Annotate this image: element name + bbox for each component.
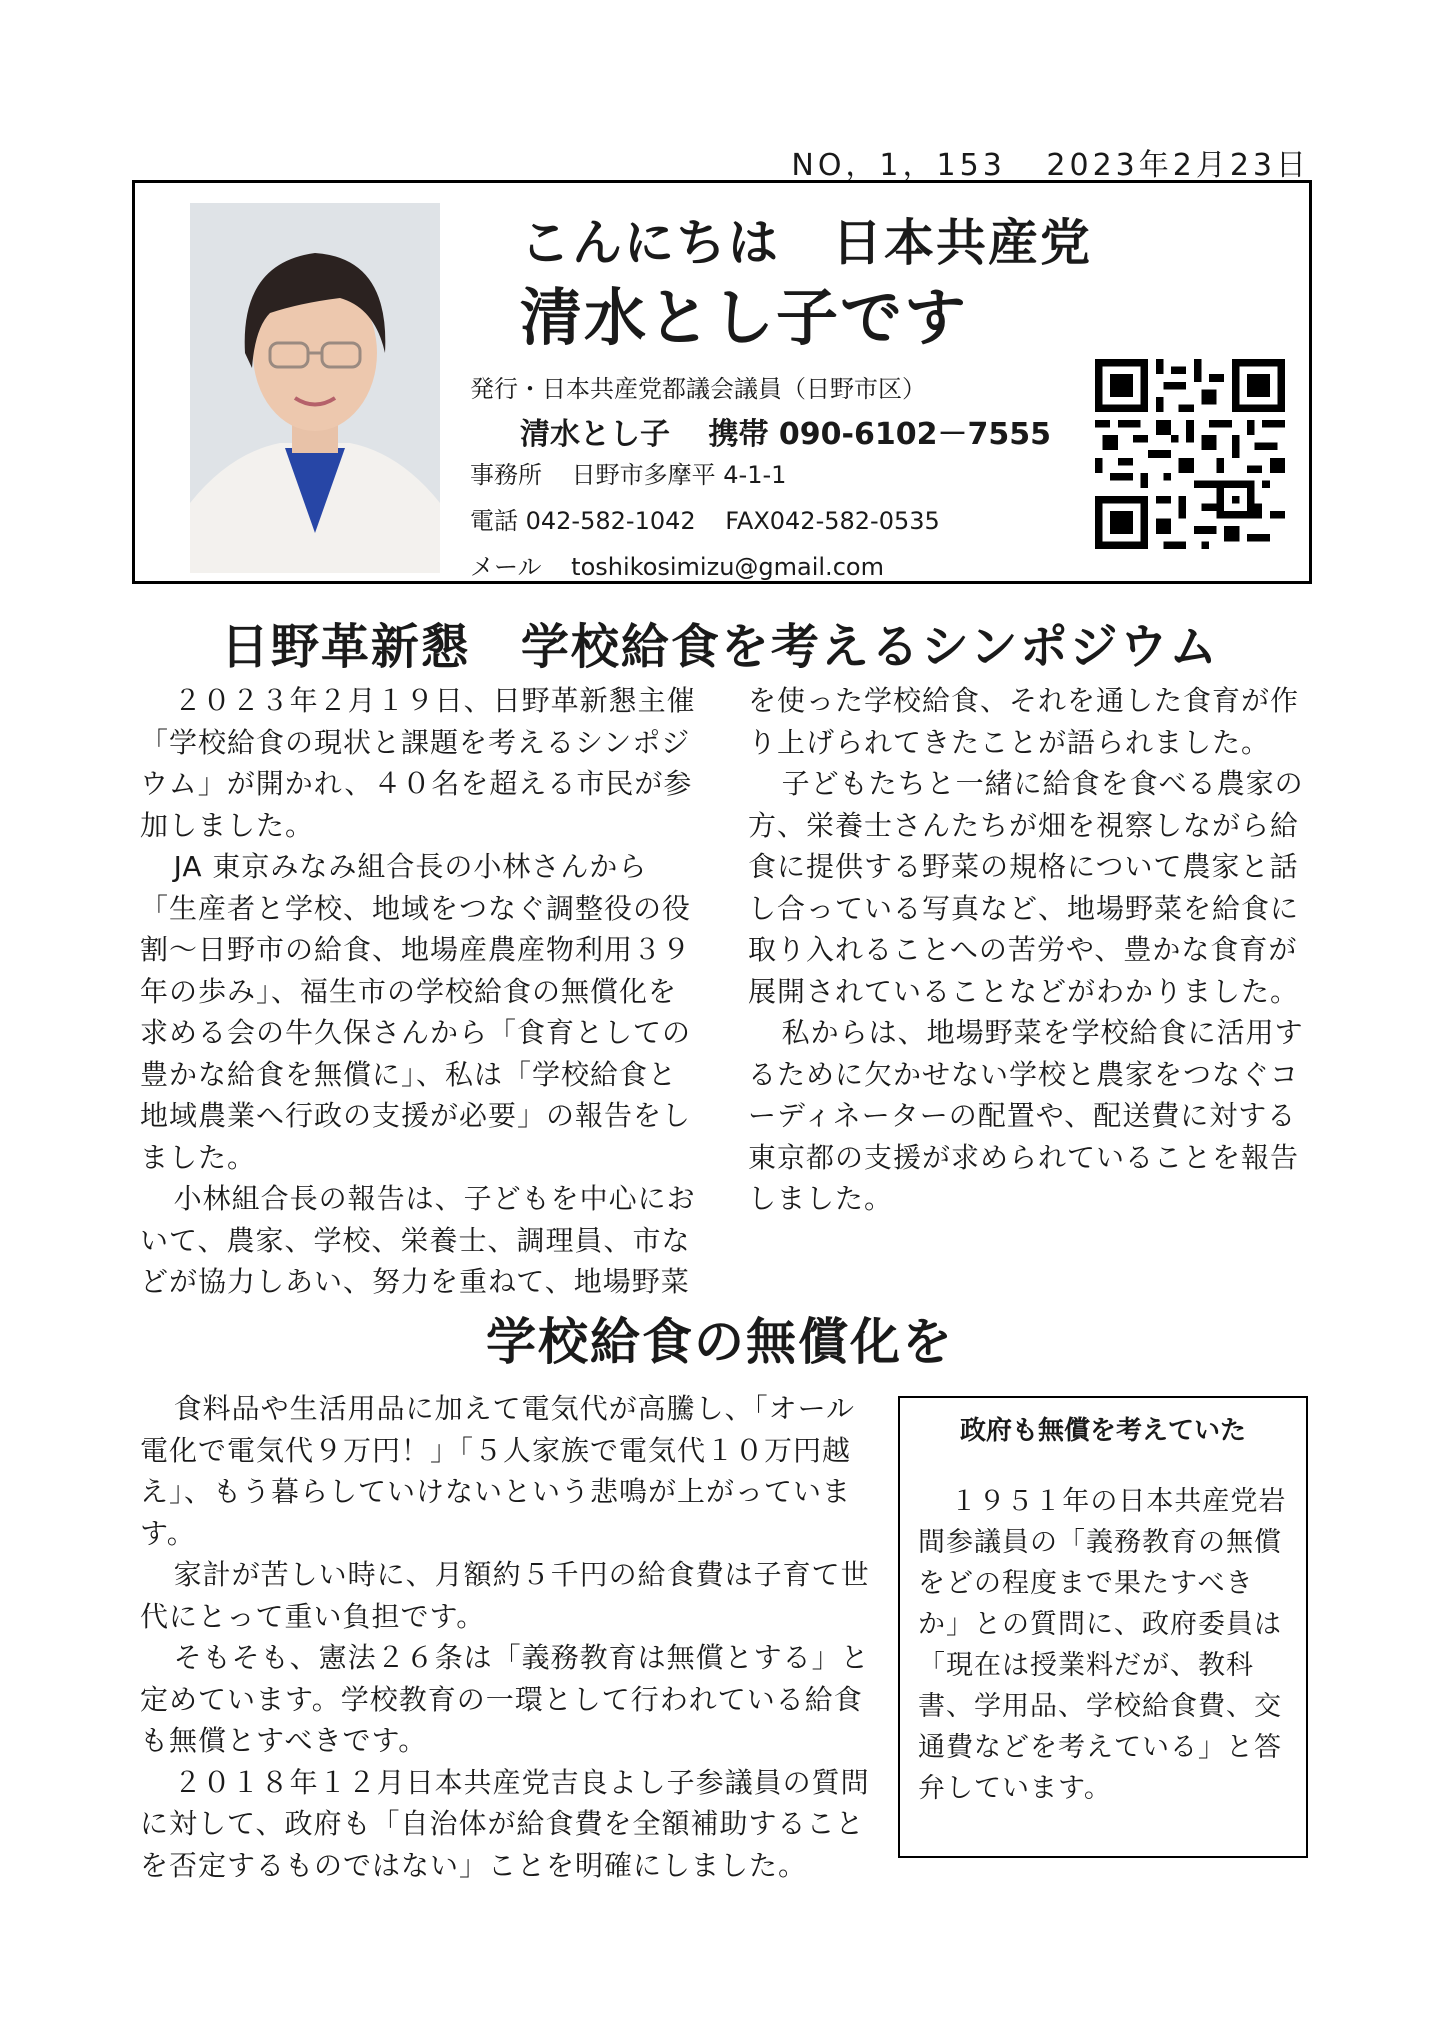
article1-headline: 日野革新懇 学校給食を考えるシンポジウム xyxy=(220,619,1220,675)
paragraph: 食料品や生活用品に加えて電気代が高騰し、「オール電化で電気代９万円！」「５人家族で電気代１０万円越え」、もう暮らしていけないという悲鳴が上がっています。 xyxy=(140,1392,856,1550)
office-line xyxy=(470,455,808,490)
phone-line xyxy=(470,501,962,536)
name-title: 清水とし子です xyxy=(520,281,969,354)
contact-line xyxy=(520,409,1079,453)
paragraph-continuation: を使った学校給食、それを通した食育が作り上げられてきたことが語られました。 xyxy=(748,684,1300,759)
paragraph: 子どもたちと一緒に給食を食べる農家の方、栄養士さんたちが畑を視察しながら給食に提供する野菜の規格について農家と話し合っている写真など、地場野菜を給食に取り入れることへの苦労や、豊かな食育が展開されていることなどがわかりました。 xyxy=(748,767,1304,1008)
issue-date: 2023年2月23日 xyxy=(1046,148,1310,183)
sidebar-box xyxy=(898,1396,1308,1858)
portrait-photo xyxy=(190,203,440,573)
article1-right-column xyxy=(748,680,1308,1220)
phone-number: 電話 042-582-1042 xyxy=(470,507,696,535)
paragraph: 家計が苦しい時に、月額約５千円の給食費は子育て世代にとって重い負担です。 xyxy=(140,1558,870,1633)
office-label: 事務所 xyxy=(470,461,542,489)
mobile-number: 携帯 090-6102－7555 xyxy=(708,417,1051,452)
paragraph: 小林組合長の報告は、子どもを中心において、農家、学校、栄養士、調理員、市などが協力しあい、努力を重ねて、地場野菜 xyxy=(140,1182,696,1298)
mail-address: toshikosimizu@gmail.com xyxy=(571,553,884,581)
fax-number: FAX042-582-0535 xyxy=(725,507,940,535)
article1-left-column xyxy=(140,680,700,1303)
paragraph: そもそも、憲法２６条は「義務教育は無償とする」と定めています。学校教育の一環として行われている給食も無償とすべきです。 xyxy=(140,1641,870,1757)
mail-line xyxy=(470,547,906,582)
paragraph: 私からは、地場野菜を学校給食に活用するために欠かせない学校と農家をつなぐコーディネーターの配置や、配送費に対する東京都の支援が求められていることを報告しました。 xyxy=(748,1016,1304,1215)
paragraph: JA 東京みなみ組合長の小林さんから「生産者と学校、地域をつなぐ調整役の役割～日野市の給食、地場産農産物利用３９年の歩み」、福生市の学校給食の無償化を求める会の牛久保さんから「食育としての豊かな給食を無償に」、私は「学校給食と地域農業へ行政の支援が必要」の報告をしました。 xyxy=(140,850,692,1174)
mail-label: メール xyxy=(470,553,542,581)
sidebar-title: 政府も無償を考えていた xyxy=(959,1416,1246,1446)
qr-code-icon xyxy=(1095,359,1285,549)
sidebar-text: １９５１年の日本共産党岩間参議員の「義務教育の無償をどの程度まで果たすべきか」との質問に、政府委員は「現在は授業料だが、教科書、学用品、学校給食費、交通費などを考えている」と答弁しています。 xyxy=(918,1486,1287,1804)
paragraph: ２０２３年２月１９日、日野革新懇主催「学校給食の現状と課題を考えるシンポジウム」が開かれ、４０名を超える市民が参加しました。 xyxy=(140,684,696,842)
greeting-title: こんにちは 日本共産党 xyxy=(520,214,1092,272)
article2-body xyxy=(140,1388,880,1886)
issue-line xyxy=(791,140,1310,184)
header-box xyxy=(132,180,1312,584)
paragraph: ２０１８年１２月日本共産党吉良よし子参議員の質問に対して、政府も「自治体が給食費を全額補助することを否定するものではない」ことを明確にしました。 xyxy=(140,1765,870,1882)
article2-headline: 学校給食の無償化を xyxy=(486,1313,954,1371)
issue-number: NO，1，153 xyxy=(791,148,1006,183)
contact-name: 清水とし子 xyxy=(520,417,670,452)
office-address: 日野市多摩平 4-1-1 xyxy=(571,461,787,489)
publisher-line: 発行・日本共産党都議会議員（日野市区） xyxy=(470,375,926,403)
